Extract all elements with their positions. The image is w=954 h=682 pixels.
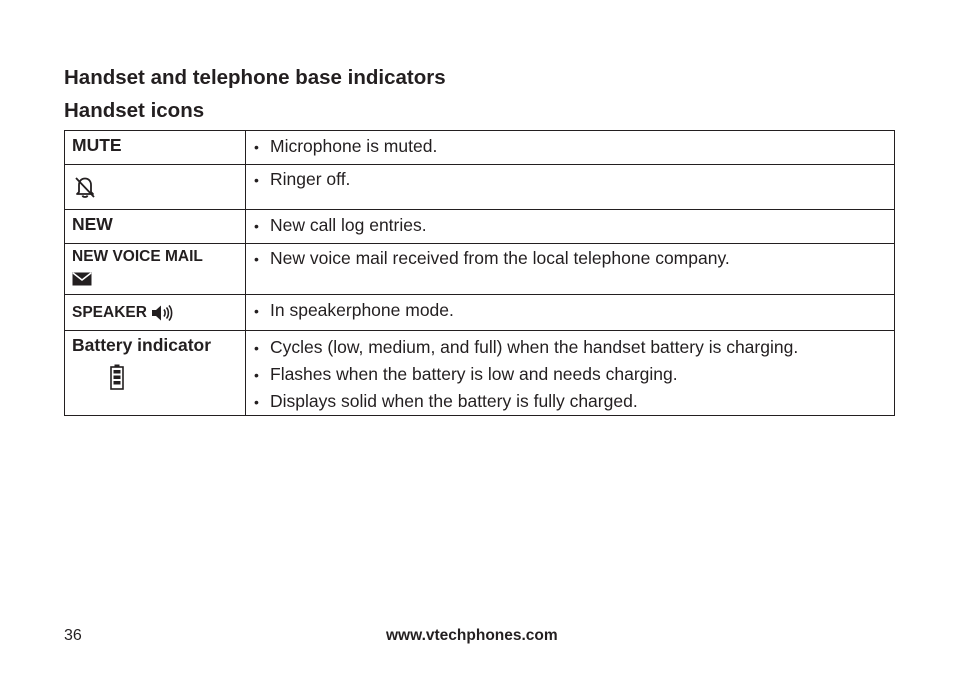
bullet-mark: • (254, 340, 259, 356)
description-item (254, 300, 886, 321)
description-cell (246, 210, 895, 244)
bullet-mark: • (254, 218, 259, 234)
page-title: Handset and telephone base indicators (64, 66, 446, 89)
description-text: Flashes when the battery is low and needs charging. (270, 364, 678, 384)
bullet-mark: • (254, 172, 259, 188)
description-cell (246, 331, 895, 416)
battery-indicator-label: Battery indicator (72, 335, 212, 355)
table-row (65, 131, 895, 165)
description-item (254, 388, 886, 415)
new-voice-mail-label: NEW VOICE MAIL (72, 248, 203, 265)
speaker-label: SPEAKER (72, 304, 147, 321)
description-cell (246, 244, 895, 295)
bullet-mark: • (254, 394, 259, 410)
description-cell (246, 131, 895, 165)
bullet-mark: • (254, 251, 259, 267)
icon-label-cell (65, 244, 246, 295)
description-text: New call log entries. (270, 215, 427, 235)
battery-icon (110, 364, 124, 390)
description-item (254, 214, 886, 237)
icon-label-cell (65, 331, 246, 416)
table-row (65, 331, 895, 416)
website-url: www.vtechphones.com (386, 627, 558, 644)
description-text: New voice mail received from the local telephone company. (270, 248, 730, 268)
table-row (65, 210, 895, 244)
icon-label-cell (65, 295, 246, 331)
description-text: Displays solid when the battery is fully charged. (270, 391, 638, 411)
envelope-icon (72, 272, 92, 286)
description-text: Cycles (low, medium, and full) when the handset battery is charging. (270, 337, 799, 357)
icon-label-cell (65, 165, 246, 210)
description-item (254, 135, 886, 158)
bullet-mark: • (254, 367, 259, 383)
bullet-mark: • (254, 303, 259, 319)
description-text: In speakerphone mode. (270, 300, 454, 320)
table-row (65, 295, 895, 331)
description-cell (246, 295, 895, 331)
mute-label: MUTE (72, 135, 122, 155)
handset-icons-table (64, 130, 895, 416)
icon-label-cell (65, 210, 246, 244)
description-item (254, 169, 886, 190)
description-item (254, 334, 886, 361)
description-item (254, 361, 886, 388)
bullet-mark: • (254, 139, 259, 155)
table-row (65, 165, 895, 210)
ringer-off-icon (72, 174, 98, 200)
description-text: Microphone is muted. (270, 136, 438, 156)
description-cell (246, 165, 895, 210)
description-item (254, 248, 886, 269)
icon-label-cell (65, 131, 246, 165)
page-number: 36 (64, 627, 82, 644)
table-row (65, 244, 895, 295)
new-label: NEW (72, 214, 113, 234)
description-text: Ringer off. (270, 169, 351, 189)
section-title: Handset icons (64, 99, 205, 122)
speaker-icon (151, 304, 173, 322)
